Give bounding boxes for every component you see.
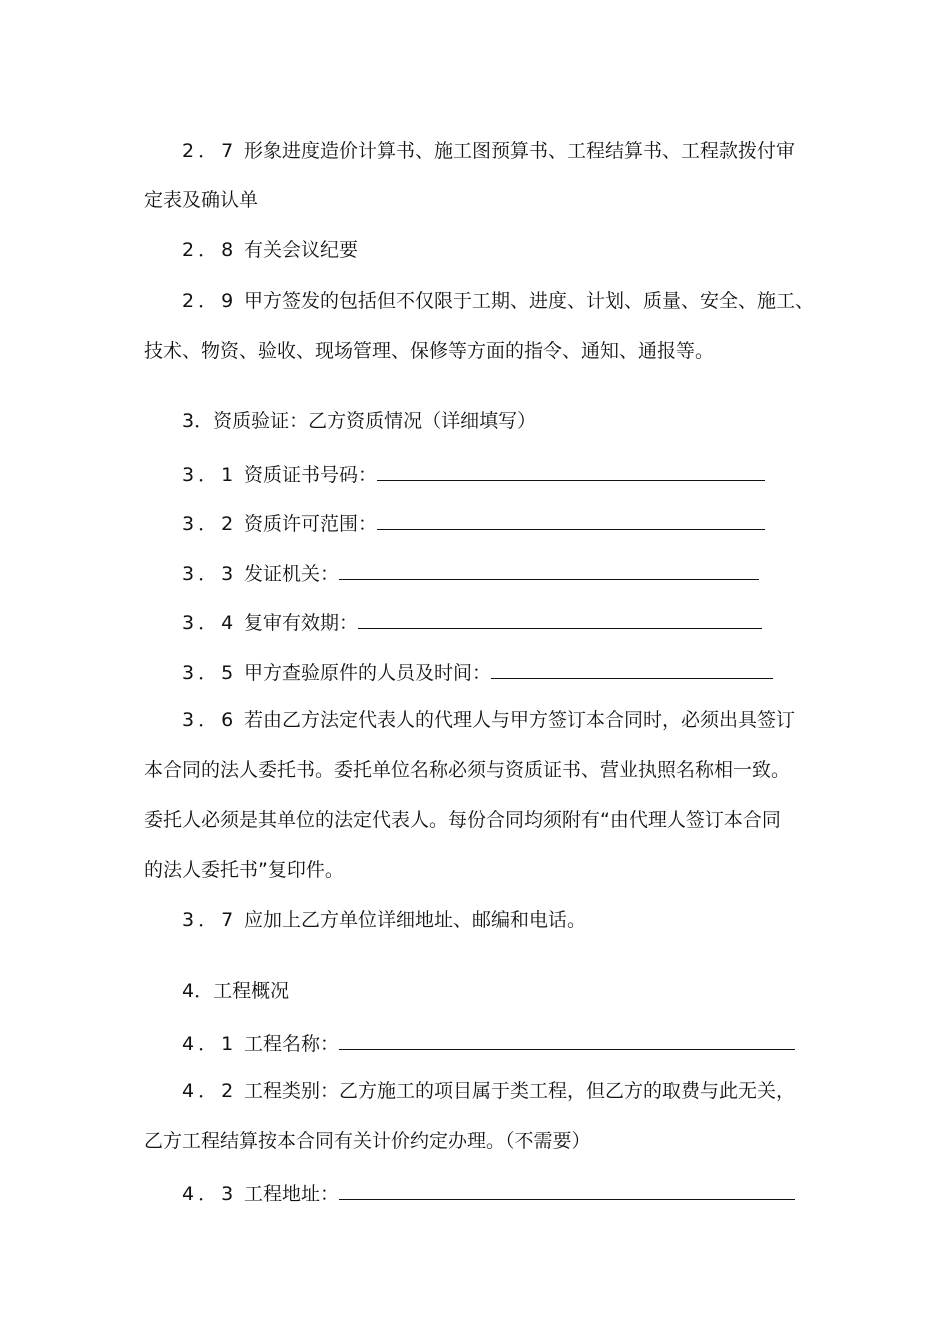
item-number: 2．9 — [182, 290, 238, 312]
issuing-authority-blank[interactable] — [339, 559, 759, 580]
item-number: 3．1 — [182, 464, 238, 486]
item-number: 4．3 — [182, 1183, 238, 1205]
item-3-6-line1 — [182, 708, 795, 732]
certificate-number-blank[interactable] — [377, 460, 765, 481]
item-text: 甲方签发的包括但不仅限于工期、进度、计划、质量、安全、施工、 — [244, 290, 815, 312]
item-3-6-line3: 委托人必须是其单位的法定代表人。每份合同均须附有“由代理人签订本合同 — [144, 809, 781, 831]
section-4-heading: 4．工程概况 — [182, 980, 290, 1002]
item-number: 3．5 — [182, 662, 238, 684]
item-3-1 — [182, 460, 765, 487]
field-label: 甲方查验原件的人员及时间： — [244, 662, 492, 684]
item-3-2 — [182, 509, 765, 536]
item-3-7 — [182, 908, 586, 932]
item-4-1 — [182, 1029, 795, 1056]
item-text: 应加上乙方单位详细地址、邮编和电话。 — [244, 909, 587, 931]
item-2-7-line2: 定表及确认单 — [144, 189, 259, 211]
item-text: 有关会议纪要 — [244, 239, 359, 261]
item-3-6-line4: 的法人委托书”复印件。 — [144, 859, 344, 881]
field-label: 工程名称： — [244, 1033, 340, 1055]
item-4-2-line2: 乙方工程结算按本合同有关计价约定办理。（不需要） — [144, 1130, 591, 1152]
inspector-time-blank[interactable] — [491, 658, 773, 679]
item-number: 3．2 — [182, 513, 238, 535]
license-scope-blank[interactable] — [377, 509, 765, 530]
item-3-6-line2: 本合同的法人委托书。委托单位名称必须与资质证书、营业执照名称相一致。 — [144, 759, 791, 781]
field-label: 发证机关： — [244, 563, 340, 585]
item-number: 2．7 — [182, 140, 238, 162]
field-label: 资质证书号码： — [244, 464, 378, 486]
item-4-3 — [182, 1179, 795, 1206]
item-number: 3．6 — [182, 709, 238, 731]
item-2-9-line1 — [182, 289, 814, 313]
item-number: 4．1 — [182, 1033, 238, 1055]
field-label: 复审有效期： — [244, 612, 359, 634]
item-text: 若由乙方法定代表人的代理人与甲方签订本合同时，必须出具签订 — [244, 709, 796, 731]
review-validity-blank[interactable] — [358, 608, 762, 629]
item-number: 3．3 — [182, 563, 238, 585]
field-label: 工程地址： — [244, 1183, 340, 1205]
item-2-7-line1 — [182, 139, 795, 163]
item-2-9-line2: 技术、物资、验收、现场管理、保修等方面的指令、通知、通报等。 — [144, 340, 715, 362]
project-address-blank[interactable] — [339, 1179, 795, 1200]
item-3-4 — [182, 608, 762, 635]
item-number: 2．8 — [182, 239, 238, 261]
item-text: 形象进度造价计算书、施工图预算书、工程结算书、工程款拨付审 — [244, 140, 796, 162]
item-text: 工程类别：乙方施工的项目属于类工程，但乙方的取费与此无关， — [244, 1080, 796, 1102]
item-4-2-line1 — [182, 1079, 795, 1103]
item-2-8 — [182, 238, 358, 262]
item-number: 3．4 — [182, 612, 238, 634]
item-3-3 — [182, 559, 759, 586]
section-3-heading: 3．资质验证：乙方资质情况（详细填写） — [182, 410, 537, 432]
item-3-5 — [182, 658, 773, 685]
field-label: 资质许可范围： — [244, 513, 378, 535]
item-number: 4．2 — [182, 1080, 238, 1102]
project-name-blank[interactable] — [339, 1029, 795, 1050]
item-number: 3．7 — [182, 909, 238, 931]
